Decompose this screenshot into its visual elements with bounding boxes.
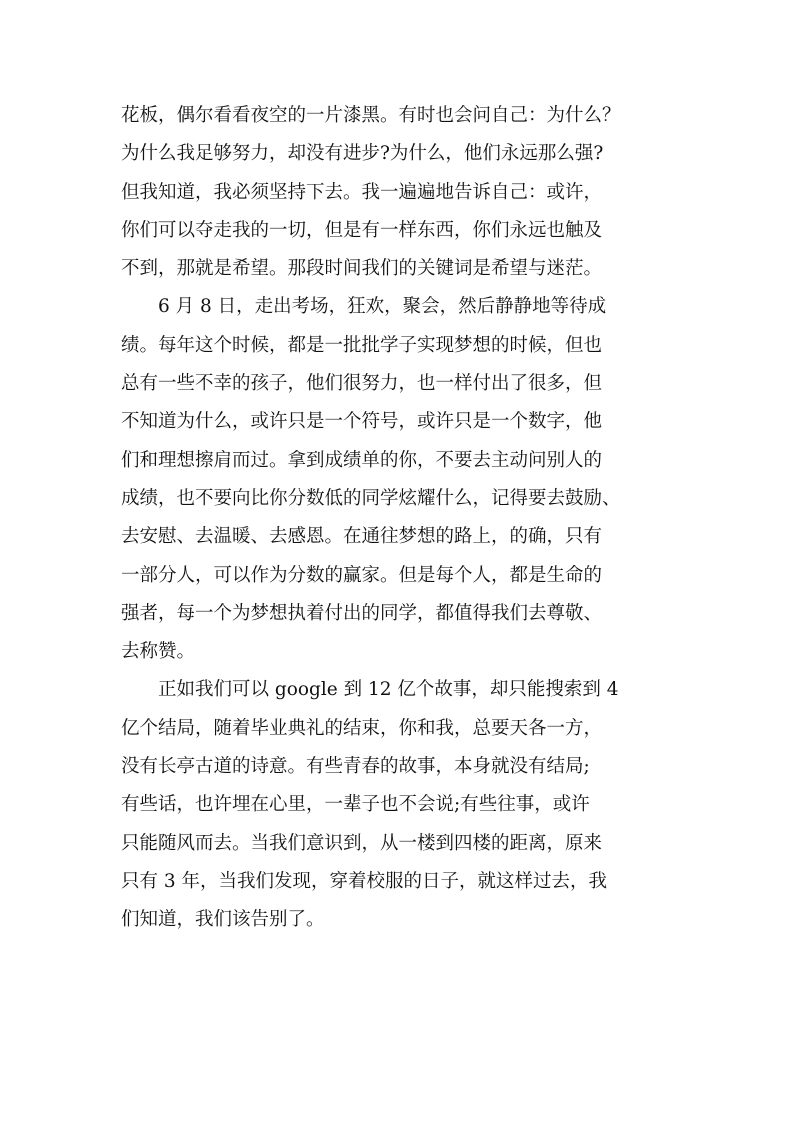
paragraph-3 bbox=[121, 671, 686, 939]
paragraph-1 bbox=[121, 97, 686, 288]
text-line: 只能随风而去。当我们意识到，从一楼到四楼的距离，原来 bbox=[121, 832, 603, 854]
text-line: 为什么我足够努力，却没有进步?为什么，他们永远那么强? bbox=[121, 143, 604, 165]
text-line: 绩。每年这个时候，都是一批批学子实现梦想的时候，但也 bbox=[121, 334, 603, 356]
text-line: 正如我们可以 google 到 12 亿个故事，却只能搜索到 4 bbox=[158, 679, 619, 701]
text-line: 们和理想擦肩而过。拿到成绩单的你，不要去主动问别人的 bbox=[121, 449, 603, 471]
text-line: 不到，那就是希望。那段时间我们的关键词是希望与迷茫。 bbox=[121, 258, 603, 280]
text-line: 只有 3 年，当我们发现，穿着校服的日子，就这样过去，我 bbox=[121, 870, 608, 892]
text-line: 强者，每一个为梦想执着付出的同学，都值得我们去尊敬、 bbox=[121, 602, 603, 624]
text-line: 6 月 8 日，走出考场，狂欢，聚会，然后静静地等待成 bbox=[158, 296, 607, 318]
paragraph-2 bbox=[121, 288, 686, 671]
body-text bbox=[121, 97, 686, 940]
text-line: 亿个结局，随着毕业典礼的结束，你和我，总要天各一方， bbox=[121, 717, 603, 739]
text-line: 但我知道，我必须坚持下去。我一遍遍地告诉自己：或许， bbox=[121, 181, 603, 203]
text-line: 去称赞。 bbox=[121, 641, 196, 663]
text-line: 有些话，也许埋在心里，一辈子也不会说;有些往事，或许 bbox=[121, 794, 590, 816]
text-line: 不知道为什么，或许只是一个符号，或许只是一个数字，他 bbox=[121, 411, 603, 433]
text-line: 们知道，我们该告别了。 bbox=[121, 909, 325, 931]
text-line: 没有长亭古道的诗意。有些青春的故事，本身就没有结局; bbox=[121, 756, 590, 778]
text-line: 一部分人，可以作为分数的赢家。但是每个人，都是生命的 bbox=[121, 564, 603, 586]
text-line: 花板，偶尔看看夜空的一片漆黑。有时也会问自己：为什么？ bbox=[121, 105, 621, 126]
text-line: 去安慰、去温暖、去感恩。在通往梦想的路上，的确，只有 bbox=[121, 526, 603, 548]
text-line: 总有一些不幸的孩子，他们很努力，也一样付出了很多，但 bbox=[121, 373, 603, 395]
text-line: 你们可以夺走我的一切，但是有一样东西，你们永远也触及 bbox=[121, 219, 603, 241]
text-line: 成绩，也不要向比你分数低的同学炫耀什么，记得要去鼓励、 bbox=[121, 487, 621, 509]
